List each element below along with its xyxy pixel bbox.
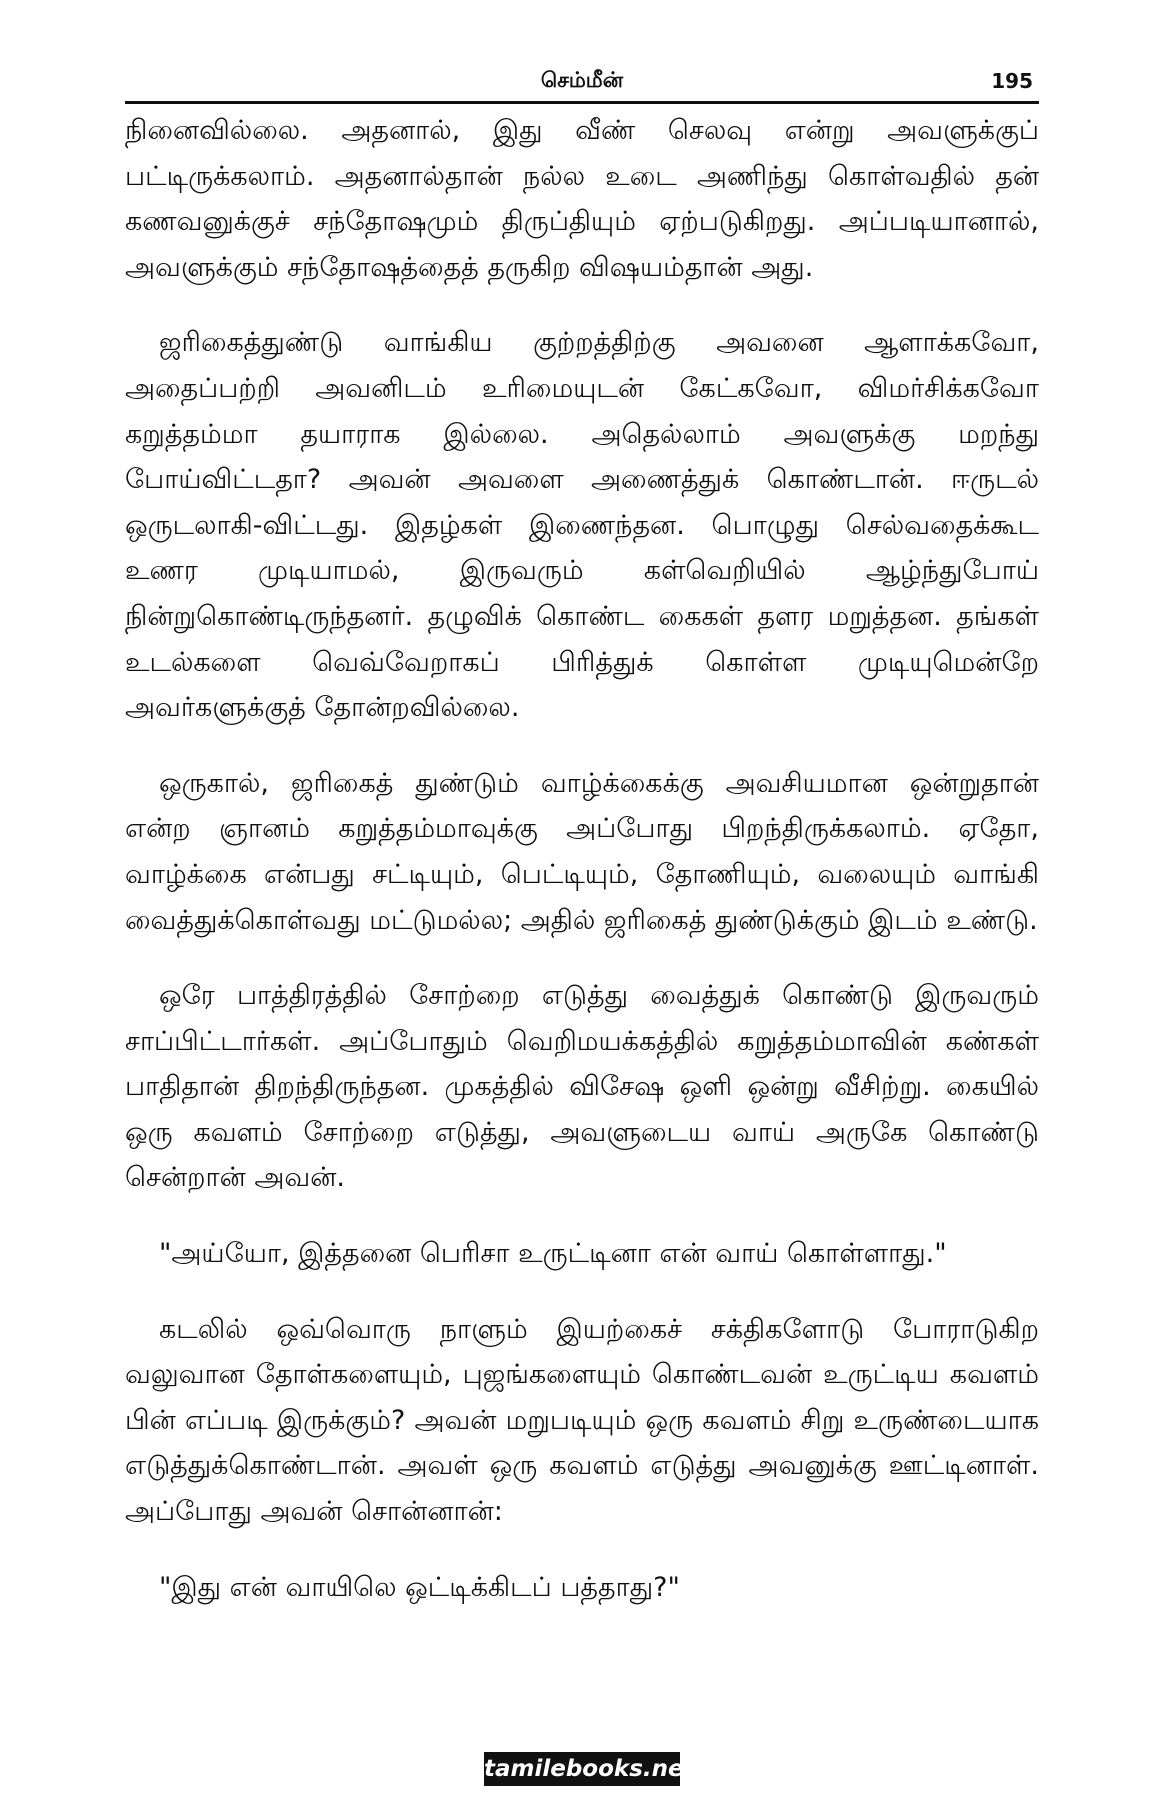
header-rule bbox=[125, 101, 1039, 104]
paragraph-continued: நினைவில்லை. அதனால், இது வீண் செலவு என்று அவளுக்குப் பட்டிருக்கலாம். அதனால்தான் நல்ல உடை அணிந்து கொள்வதில் தன் கணவனுக்குச் சந்தோஷமும் திருப்தியும் ஏற்படுகிறது. அப்படியானால், அவளுக்கும் சந்தோஷத்தைத் தருகிற விஷயம்தான் அது. bbox=[125, 115, 1039, 283]
book-title: செம்மீன் bbox=[540, 68, 624, 92]
dialogue-paragraph: "அய்யோ, இத்தனை பெரிசா உருட்டினா என் வாய் கொள்ளாது." bbox=[159, 1238, 947, 1270]
page-header bbox=[125, 66, 1039, 100]
watermark-badge: tamilebooks.net bbox=[484, 1752, 680, 1786]
page-body bbox=[125, 108, 1039, 1610]
page-number: 195 bbox=[991, 69, 1033, 93]
dialogue-paragraph: "இது என் வாயிலெ ஒட்டிக்கிடப் பத்தாது?" bbox=[159, 1571, 680, 1603]
paragraph: ஜரிகைத்துண்டு வாங்கிய குற்றத்திற்கு அவனை ஆளாக்கவோ, அதைப்பற்றி அவனிடம் உரிமையுடன் கேட்கவோ, விமர்சிக்கவோ கறுத்தம்மா தயாராக இல்லை. அதெல்லாம் அவளுக்கு மறந்து போய்விட்டதா? அவன் அவளை அணைத்துக் கொண்டான். ஈருடல் ஒருடலாகி-விட்டது. இதழ்கள் இணைந்தன. பொழுது செல்வதைக்கூட உணர முடியாமல், இருவரும் கள்வெறியில் ஆழ்ந்துபோய் நின்றுகொண்டிருந்தனர். தழுவிக் கொண்ட கைகள் தளர மறுத்தன. தங்கள் உடல்களை வெவ்வேறாகப் பிரித்துக் கொள்ள முடியுமென்றே அவர்களுக்குத் தோன்றவில்லை. bbox=[125, 327, 1039, 724]
paragraph: ஒரே பாத்திரத்தில் சோற்றை எடுத்து வைத்துக் கொண்டு இருவரும் சாப்பிட்டார்கள். அப்போதும் வெறிமயக்கத்தில் கறுத்தம்மாவின் கண்கள் பாதிதான் திறந்திருந்தன. முகத்தில் விசேஷ ஒளி ஒன்று வீசிற்று. கையில் ஒரு கவளம் சோற்றை எடுத்து, அவளுடைய வாய் அருகே கொண்டு சென்றான் அவன். bbox=[125, 980, 1039, 1194]
paragraph: ஒருகால், ஜரிகைத் துண்டும் வாழ்க்கைக்கு அவசியமான ஒன்றுதான் என்ற ஞானம் கறுத்தம்மாவுக்கு அப்போது பிறந்திருக்கலாம். ஏதோ, வாழ்க்கை என்பது சட்டியும், பெட்டியும், தோணியும், வலையும் வாங்கி வைத்துக்கொள்வது மட்டுமல்ல; அதில் ஜரிகைத் துண்டுக்கும் இடம் உண்டு. bbox=[125, 767, 1039, 936]
paragraph: கடலில் ஒவ்வொரு நாளும் இயற்கைச் சக்திகளோடு போராடுகிற வலுவான தோள்களையும், புஜங்களையும் கொண்டவன் உருட்டிய கவளம் பின் எப்படி இருக்கும்? அவன் மறுபடியும் ஒரு கவளம் சிறு உருண்டையாக எடுத்துக்கொண்டான். அவள் ஒரு கவளம் எடுத்து அவனுக்கு ஊட்டினாள். அப்போது அவன் சொன்னான்: bbox=[125, 1313, 1039, 1528]
